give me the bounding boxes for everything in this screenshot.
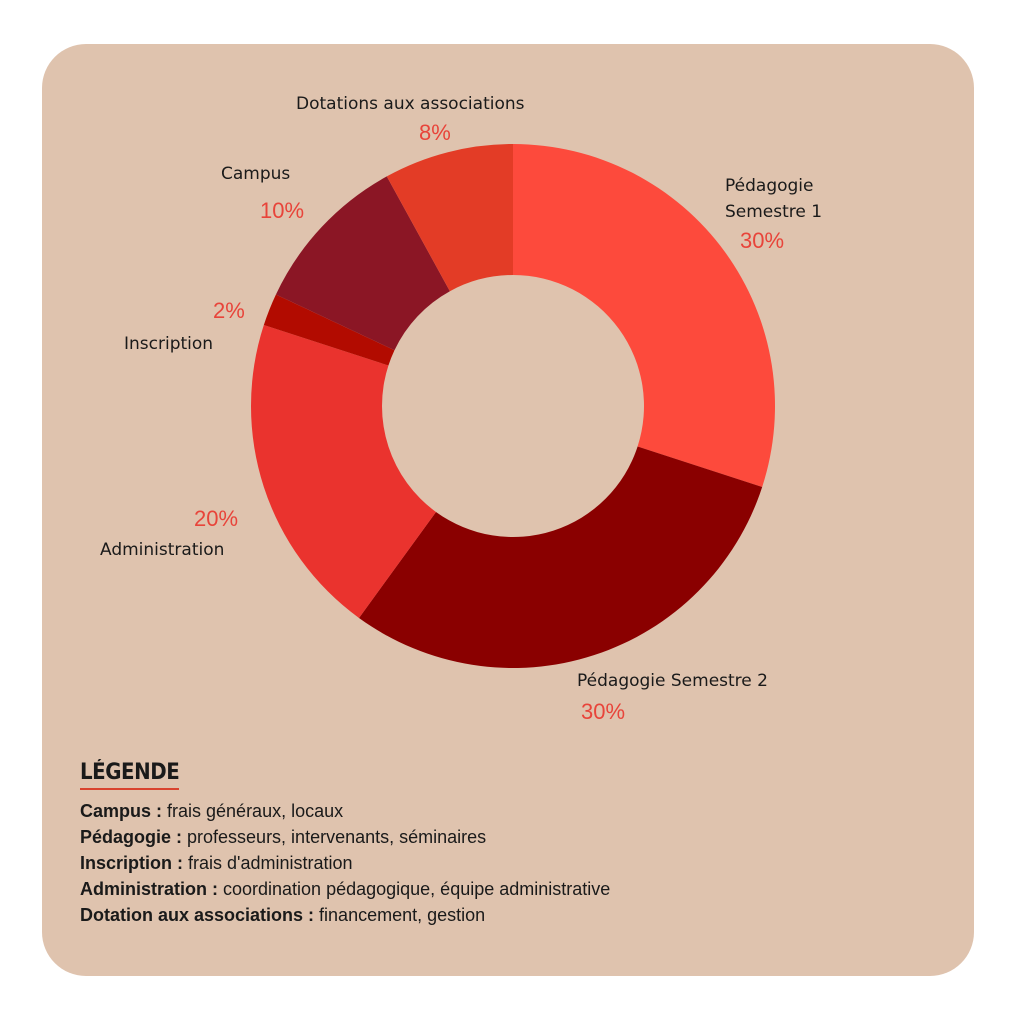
slice-label-dotations: Dotations aux associations: [296, 94, 525, 114]
slice-pedagogie-s2: [359, 446, 762, 668]
legend-row-inscription: [80, 850, 940, 876]
legend-text: coordination pédagogique, équipe administrative: [218, 879, 611, 899]
legend-row-pedagogie: [80, 824, 940, 850]
slice-percent-inscription: 2%: [213, 298, 245, 323]
legend-title: LÉGENDE: [80, 760, 179, 790]
legend-row-campus: [80, 798, 940, 824]
slice-label-administration: Administration: [100, 540, 225, 560]
slice-label-pedagogie-s1-line1: Pédagogie: [725, 176, 814, 196]
donut-slices: [251, 144, 775, 668]
legend-key: Administration :: [80, 879, 218, 899]
slice-percent-dotations: 8%: [419, 120, 451, 145]
slice-label-inscription: Inscription: [124, 334, 214, 354]
legend-text: financement, gestion: [314, 905, 486, 925]
slice-percent-pedagogie-s2: 30%: [581, 699, 626, 724]
legend-key: Inscription :: [80, 853, 183, 873]
legend-key: Campus :: [80, 801, 163, 821]
legend-text: frais généraux, locaux: [162, 801, 344, 821]
legend-text: professeurs, intervenants, séminaires: [182, 827, 487, 847]
slice-label-pedagogie-s2: Pédagogie Semestre 2: [577, 671, 768, 691]
legend-text: frais d'administration: [183, 853, 353, 873]
slice-label-pedagogie-s1-line2: Semestre 1: [725, 202, 823, 222]
slice-percent-campus: 10%: [260, 198, 305, 223]
legend-row-administration: [80, 876, 940, 902]
slice-percent-pedagogie-s1: 30%: [740, 228, 785, 253]
slice-percent-administration: 20%: [194, 506, 239, 531]
legend-key: Pédagogie :: [80, 827, 183, 847]
legend: [80, 760, 940, 928]
legend-key: Dotation aux associations :: [80, 905, 315, 925]
slice-label-campus: Campus: [221, 164, 291, 184]
legend-row-dotation: [80, 902, 940, 928]
